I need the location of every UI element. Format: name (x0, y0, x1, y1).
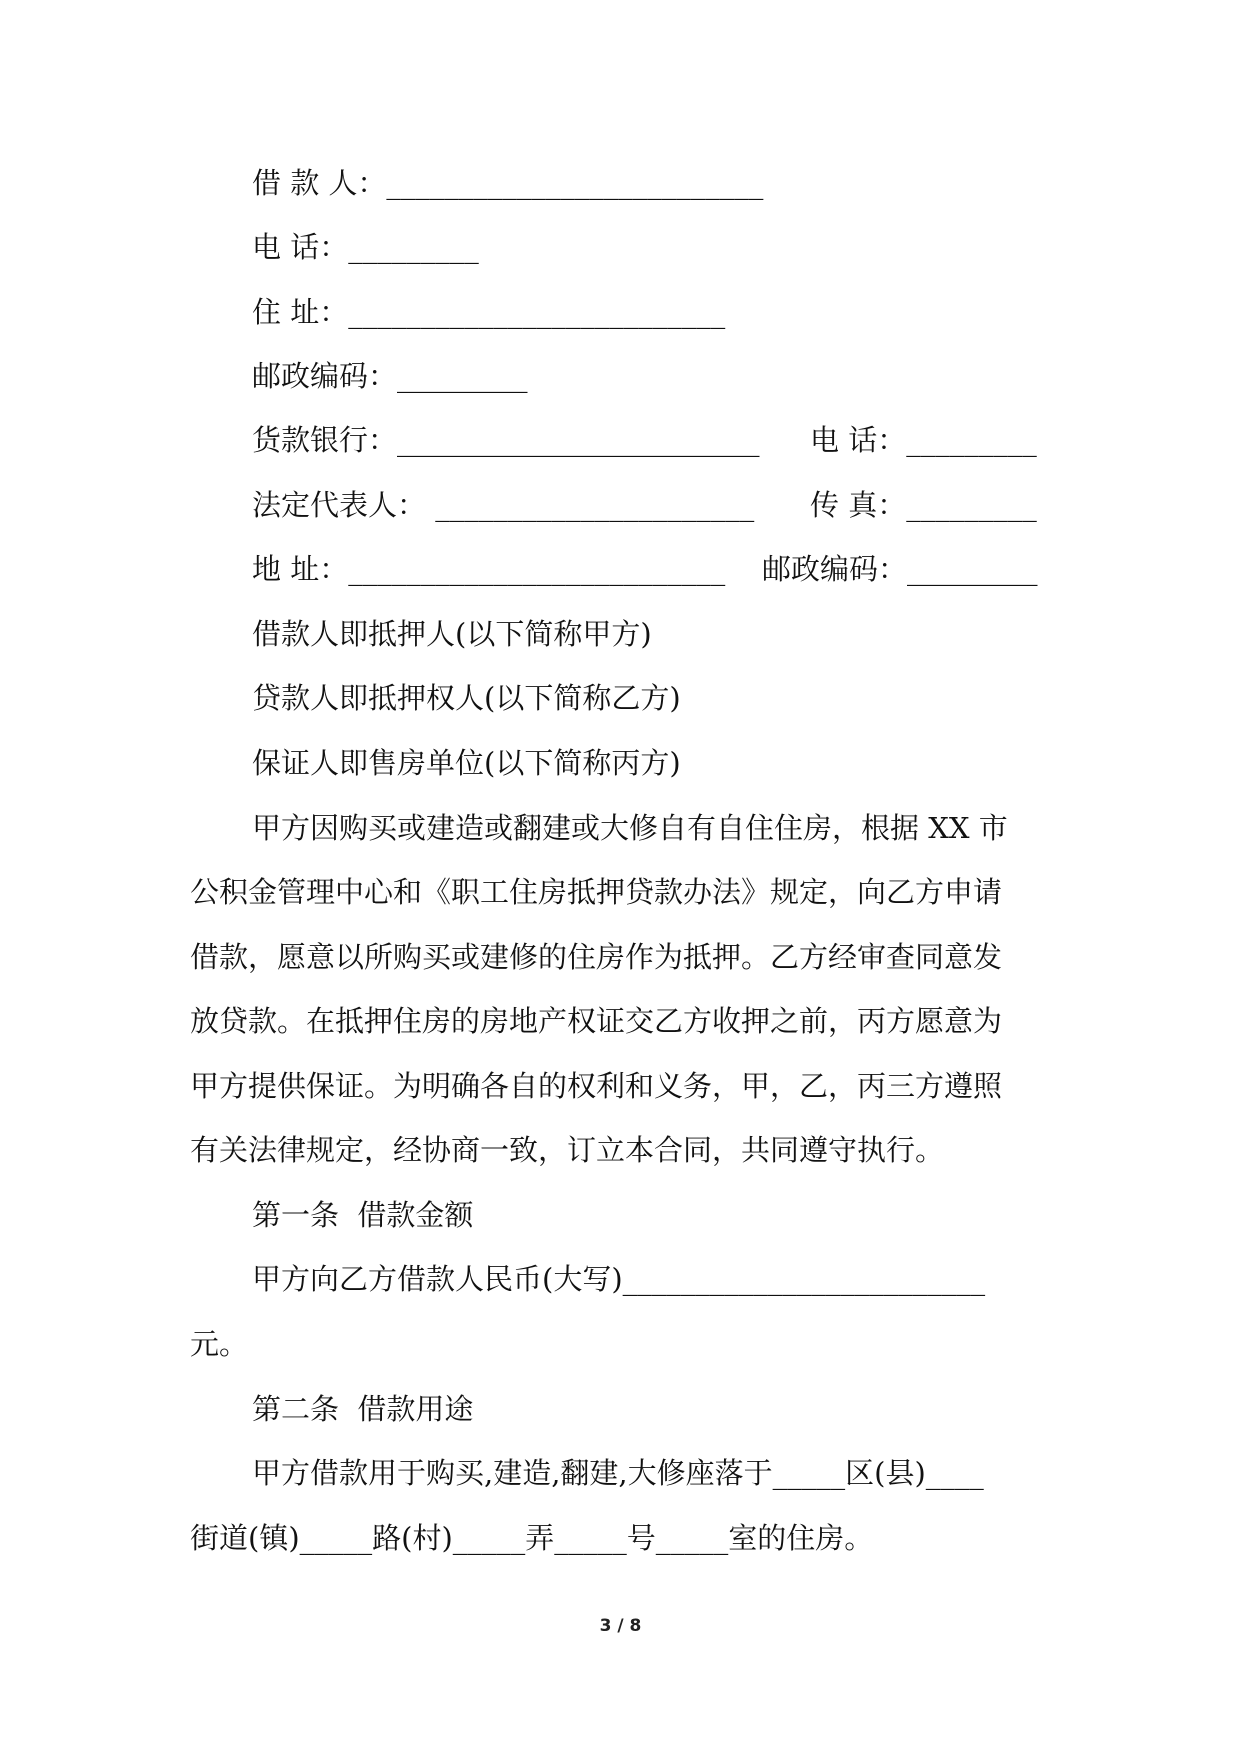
bank-field: 货款银行：_________________________ (252, 423, 760, 457)
preamble-line: 放贷款。在抵押住房的房地产权证交乙方收押之前，丙方愿意为 (190, 1004, 1003, 1038)
article-1-text: 甲方向乙方借款人民币(大写)_________________________ (252, 1262, 986, 1296)
party-c: 保证人即售房单位(以下简称丙方) (252, 746, 681, 780)
preamble-line: 甲方因购买或建造或翻建或大修自有自住住房，根据 XX 市 (252, 811, 1008, 845)
preamble-line: 公积金管理中心和《职工住房抵押贷款办法》规定，向乙方申请 (190, 875, 1003, 909)
bank-phone-field: 电 话：_________ (810, 423, 1037, 457)
preamble-line: 借款，愿意以所购买或建修的住房作为抵押。乙方经审查同意发 (190, 940, 1003, 974)
address-field: 住 址：__________________________ (252, 295, 726, 329)
fax-field: 传 真：_________ (810, 488, 1037, 522)
bank-address-row (252, 549, 1241, 589)
borrower-field: 借 款 人：__________________________ (252, 166, 764, 200)
page-number: 3 / 8 (599, 1616, 642, 1636)
article-2-title: 第二条 借款用途 (252, 1392, 474, 1426)
party-a: 借款人即抵押人(以下简称甲方) (252, 617, 652, 651)
article-2-text: 街道(镇)_____路(村)_____弄_____号_____室的住房。 (190, 1521, 874, 1555)
preamble-line: 甲方提供保证。为明确各自的权利和义务，甲，乙，丙三方遵照 (190, 1069, 1003, 1103)
legal-rep-field: 法定代表人： ______________________ (252, 488, 755, 522)
preamble-line: 有关法律规定，经协商一致，订立本合同，共同遵守执行。 (190, 1133, 945, 1167)
postcode-field: 邮政编码：_________ (252, 359, 528, 393)
bank-row (252, 420, 1241, 460)
legal-rep-row (252, 485, 1241, 525)
phone-field: 电 话：_________ (252, 230, 479, 264)
article-1-text: 元。 (190, 1327, 249, 1361)
bank-address-field: 地 址：__________________________ (252, 552, 726, 586)
party-b: 贷款人即抵押权人(以下简称乙方) (252, 681, 681, 715)
article-1-title: 第一条 借款金额 (252, 1198, 474, 1232)
article-2-text: 甲方借款用于购买,建造,翻建,大修座落于_____区(县)____ (252, 1456, 984, 1490)
bank-postcode-field: 邮政编码：_________ (762, 552, 1038, 586)
